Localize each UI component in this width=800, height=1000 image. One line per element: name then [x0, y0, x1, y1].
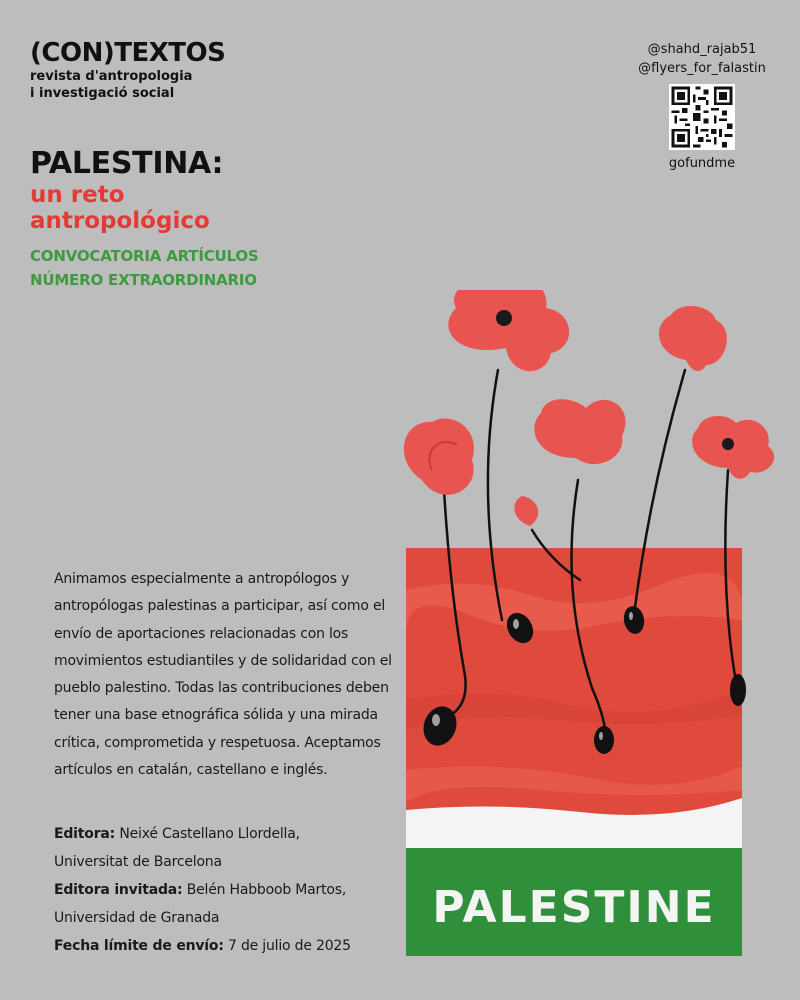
editor-label: Editora: [54, 826, 116, 842]
editor-affiliation: Universitat de Barcelona [54, 854, 222, 870]
heading-subtitle-line1: un reto [30, 182, 125, 208]
social-block [632, 40, 772, 173]
heading-call-type [30, 244, 258, 292]
journal-logo [30, 38, 225, 102]
call-type-line1: CONVOCATORIA ARTÍCULOS [30, 247, 259, 265]
logo-subtitle-line2: i investigació social [30, 86, 175, 101]
call-description: Animamos especialmente a antropólogos y antropólogas palestinas a participar, así como el envío de aportaciones relacionadas con los movimientos estudiantiles y de solidaridad con el pueblo palestino. Todas las contribuciones deben tener una base etnográfica sólida y una mirada crítica, comprometida y respetuosa. Aceptamos artículos en catalán, castellano e inglés. [54, 571, 392, 779]
credits-block [54, 820, 414, 960]
guest-editor-name: Belén Habboob Martos, [186, 882, 347, 898]
poppy-bud [514, 496, 538, 526]
deadline-line [54, 932, 414, 960]
seed-5 [730, 674, 746, 706]
watermelon-poppies-illustration [380, 290, 800, 970]
guest-editor-affiliation: Universidad de Granada [54, 910, 220, 926]
poppy-4 [659, 306, 727, 371]
poppy-5 [692, 416, 774, 479]
editor-line [54, 820, 414, 848]
palestine-word: PALESTINE [432, 882, 716, 933]
call-type-line2: NÚMERO EXTRAORDINARIO [30, 271, 257, 289]
poppy-3 [534, 399, 625, 464]
logo-title: (CON)TEXTOS [30, 38, 226, 68]
call-heading [30, 146, 258, 292]
deadline-label: Fecha límite de envío: [54, 938, 224, 954]
poppy-2 [448, 290, 569, 371]
poppy-1 [404, 418, 474, 494]
heading-subtitle-line2: antropológico [30, 208, 210, 234]
logo-subtitle-line1: revista d'antropologia [30, 69, 193, 84]
heading-main: PALESTINA: [30, 146, 224, 181]
editor-name: Neixé Castellano Llordella, [119, 826, 300, 842]
social-handle-2[interactable]: @flyers_for_falastin [638, 61, 766, 76]
guest-editor-label: Editora invitada: [54, 882, 183, 898]
deadline-value: 7 de julio de 2025 [227, 938, 351, 954]
seed-3 [594, 726, 614, 754]
social-handle-1[interactable]: @shahd_rajab51 [647, 42, 757, 57]
guest-editor-line [54, 876, 414, 904]
qr-caption: gofundme [668, 156, 736, 171]
qr-code-icon[interactable] [669, 84, 735, 150]
